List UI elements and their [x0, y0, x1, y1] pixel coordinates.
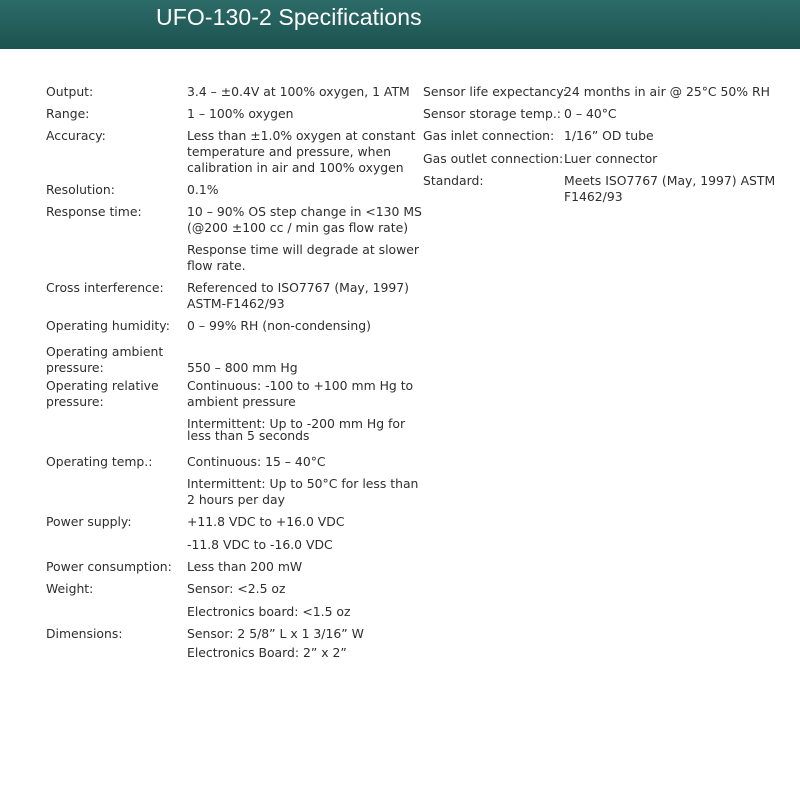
response-time-note-line-2: flow rate. — [187, 258, 246, 273]
resolution-label: Resolution: — [46, 182, 115, 197]
gas-outlet-value: Luer connector — [564, 151, 658, 166]
standard-label: Standard: — [423, 173, 484, 188]
range-label: Range: — [46, 106, 90, 121]
ambient-pressure-label-line-1: Operating ambient — [46, 344, 164, 359]
storage-temp-value: 0 – 40°C — [564, 106, 617, 121]
accuracy-label: Accuracy: — [46, 128, 106, 143]
standard-value-line-2: F1462/93 — [564, 189, 623, 204]
operating-temp-value: Continuous: 15 – 40°C — [187, 454, 326, 469]
response-time-value-line-2: (@200 ±100 cc / min gas flow rate) — [187, 220, 409, 235]
power-consumption-value: Less than 200 mW — [187, 559, 303, 574]
accuracy-value-line-2: temperature and pressure, when — [187, 144, 391, 159]
output-value: 3.4 – ±0.4V at 100% oxygen, 1 ATM — [187, 84, 410, 99]
relative-pressure-intermittent-line-2: less than 5 seconds — [187, 428, 310, 443]
sensor-life-value: 24 months in air @ 25°C 50% RH — [564, 84, 770, 99]
weight-value-line-1: Sensor: <2.5 oz — [187, 581, 286, 596]
relative-pressure-value-line-2: ambient pressure — [187, 394, 296, 409]
power-supply-value-line-1: +11.8 VDC to +16.0 VDC — [187, 514, 345, 529]
dimensions-label: Dimensions: — [46, 626, 123, 641]
gas-inlet-label: Gas inlet connection: — [423, 128, 555, 143]
gas-inlet-value: 1/16” OD tube — [564, 128, 654, 143]
power-supply-value-line-2: -11.8 VDC to -16.0 VDC — [187, 537, 333, 552]
operating-temp-label: Operating temp.: — [46, 454, 153, 469]
sensor-life-label: Sensor life expectancy: — [423, 84, 567, 99]
response-time-note-line-1: Response time will degrade at slower — [187, 242, 419, 257]
relative-pressure-intermittent-line-1: Intermittent: Up to -200 mm Hg for — [187, 416, 406, 431]
response-time-value-line-1: 10 – 90% OS step change in <130 MS — [187, 204, 422, 219]
accuracy-value-line-3: calibration in air and 100% oxygen — [187, 160, 404, 175]
cross-interference-label: Cross interference: — [46, 280, 164, 295]
operating-humidity-label: Operating humidity: — [46, 318, 170, 333]
cross-interference-value-line-1: Referenced to ISO7767 (May, 1997) — [187, 280, 410, 295]
gas-outlet-label: Gas outlet connection: — [423, 151, 564, 166]
response-time-label: Response time: — [46, 204, 142, 219]
range-value: 1 – 100% oxygen — [187, 106, 294, 121]
output-label: Output: — [46, 84, 94, 99]
power-supply-label: Power supply: — [46, 514, 132, 529]
accuracy-value-line-1: Less than ±1.0% oxygen at constant — [187, 128, 416, 143]
relative-pressure-value-line-1: Continuous: -100 to +100 mm Hg to — [187, 378, 414, 393]
ambient-pressure-value: 550 – 800 mm Hg — [187, 360, 298, 375]
dimensions-value-line-1: Sensor: 2 5/8” L x 1 3/16” W — [187, 626, 364, 641]
operating-humidity-value: 0 – 99% RH (non-condensing) — [187, 318, 371, 333]
weight-label: Weight: — [46, 581, 94, 596]
header-bar — [0, 0, 800, 49]
storage-temp-label: Sensor storage temp.: — [423, 106, 561, 121]
relative-pressure-label-line-1: Operating relative — [46, 378, 159, 393]
power-consumption-label: Power consumption: — [46, 559, 172, 574]
dimensions-value-line-2: Electronics Board: 2” x 2” — [187, 645, 347, 660]
ambient-pressure-label-line-2: pressure: — [46, 360, 104, 375]
standard-value-line-1: Meets ISO7767 (May, 1997) ASTM — [564, 173, 776, 188]
page-title: UFO-130-2 Specifications — [156, 4, 422, 30]
operating-temp-intermittent-line-1: Intermittent: Up to 50°C for less than — [187, 476, 419, 491]
relative-pressure-label-line-2: pressure: — [46, 394, 104, 409]
resolution-value: 0.1% — [187, 182, 219, 197]
weight-value-line-2: Electronics board: <1.5 oz — [187, 604, 351, 619]
cross-interference-value-line-2: ASTM-F1462/93 — [187, 296, 285, 311]
operating-temp-intermittent-line-2: 2 hours per day — [187, 492, 285, 507]
